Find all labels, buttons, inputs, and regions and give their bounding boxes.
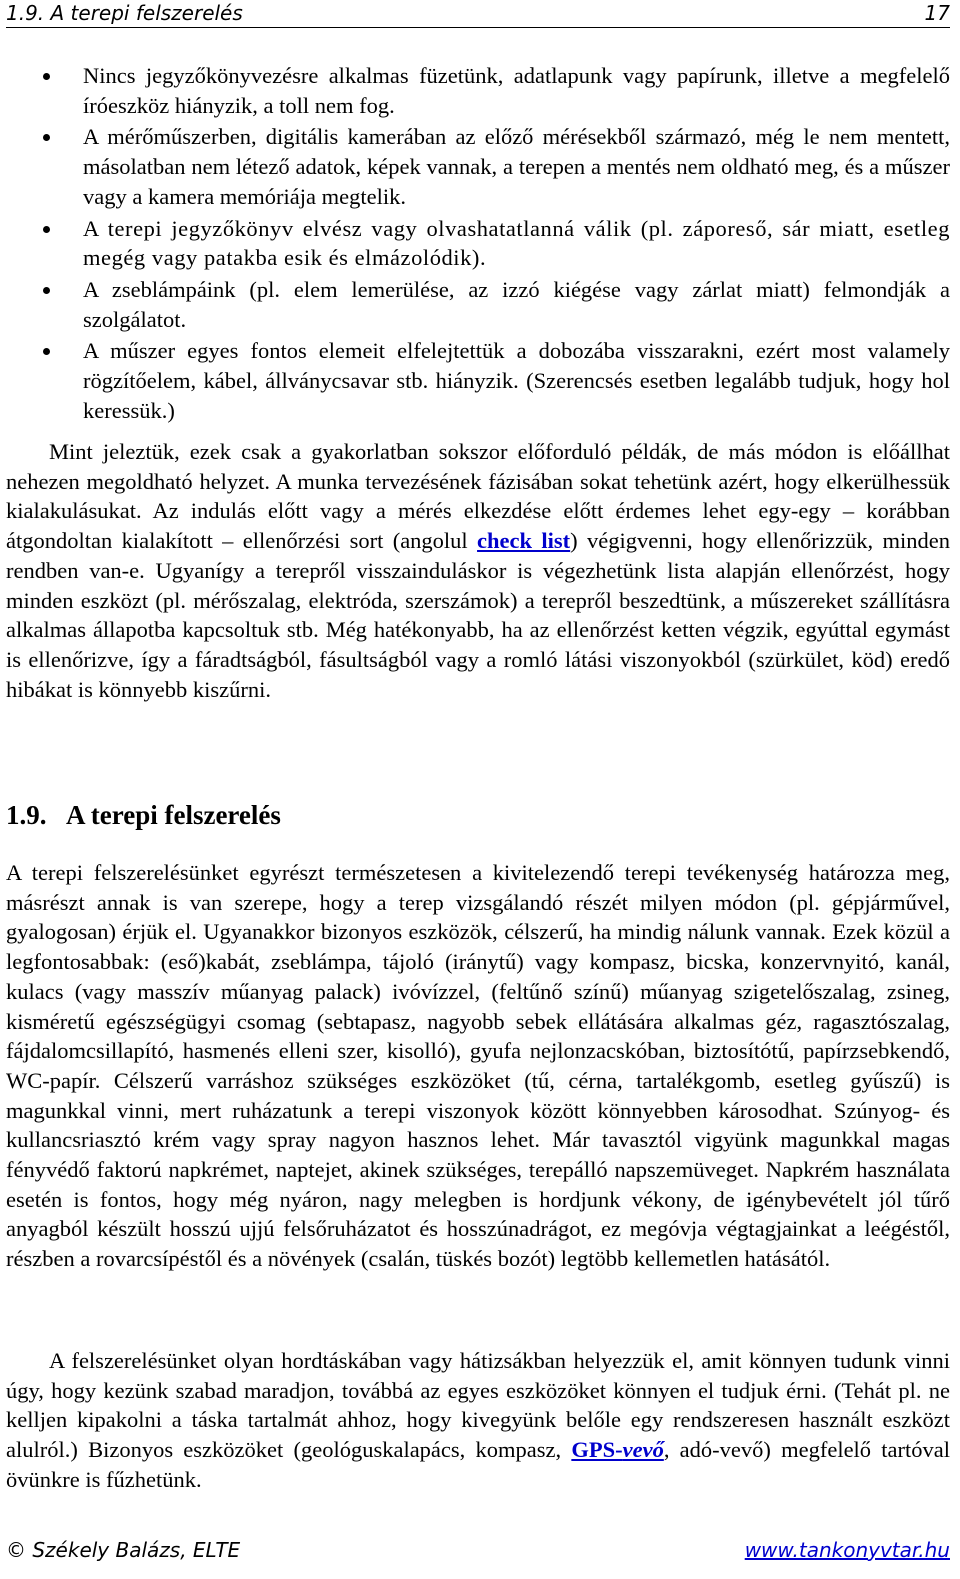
footer-website-link[interactable]: www.tankonyvtar.hu <box>744 1538 950 1562</box>
bullet-icon <box>43 73 50 80</box>
bullet-icon <box>43 287 50 294</box>
list-item: A műszer egyes fontos elemeit elfelejtettük a dobozába visszarakni, ezért most valamely rögzítőelem, kábel, állványcsavar stb. hiányzik. (Szerencsés esetben legalább tudjuk, hogy hol keressük.) <box>6 336 950 425</box>
list-item: A terepi jegyzőkönyv elvész vagy olvashatatlanná válik (pl. záporeső, sár miatt, esetleg megég vagy patakba esik és elmázolódik). <box>6 214 950 273</box>
page-footer <box>6 1535 950 1565</box>
problem-list <box>6 61 950 427</box>
gps-receiver-link[interactable]: GPS-vevő <box>571 1437 664 1463</box>
paragraph-bag: A felszerelésünket olyan hordtáskában vagy hátizsákban helyezzük el, amit könnyen tudunk vinni úgy, hogy kezünk szabad maradjon, továbbá az egyes eszközöket könnyen el tudjuk érni. (Tehát pl. ne kelljen kipakolni a táska tartalmát ahhoz, hogy kivegyünk belőle egy rendszeresen használt eszközt alulról.) Bizonyos eszközöket (geológuskalapács, kompasz, GPS-vevő, adó-vevő) megfelelő tartóval övünkre is fűzhetünk. <box>6 1348 950 1492</box>
list-item: A zseblámpáink (pl. elem lemerülése, az izzó kiégése vagy zárlat miatt) felmondják a szolgálatot. <box>6 275 950 334</box>
paragraph-checklist: Mint jeleztük, ezek csak a gyakorlatban sokszor előforduló példák, de más módon is előállhat nehezen megoldható helyzet. A munka tervezésének fázisában sokat tehetünk azért, hogy elkerülhessük kialakulásukat. Az indulás előtt vagy a mérés elkezdése előtt érdemes lehet egy-egy – korábban átgondoltan kialakított – ellenőrzési sort (angolul check list) végigvenni, hogy ellenőrizzük, minden rendben van-e. Ugyanígy a terepről visszainduláskor is végezhetünk lista alapján ellenőrzést, hogy minden eszközt (pl. mérőszalag, elektróda, szerszámok) a terepről beszedtünk, a műszereket szállításra alkalmas állapotba kapcsoltuk stb. Még hatékonyabb, ha az ellenőrzést ketten végzik, egyúttal egymást is ellenőrizve, így a fáradtságból, fásultságból vagy a romló látási viszonyokból (szürkület, köd) eredő hibákat is könnyebb kiszűrni. <box>6 439 950 702</box>
paragraph-equipment: A terepi felszerelésünket egyrészt természetesen a kivitelezendő terepi tevékenység határozza meg, másrészt annak is van szerepe, hogy a terep vizsgálandó részét milyen módon (pl. gépjárművel, gyalogosan) érjük el. Ugyanakkor bizonyos eszközök, célszerű, ha mindig nálunk vannak. Ezek közül a legfontosabbak: (eső)kabát, zseblámpa, tájoló (iránytű) vagy kompasz, bicska, konzervnyitó, kanál, kulacs (vagy masszív műanyag palack) ivóvízzel, (feltűnő színű) műanyag szigetelőszalag, zsineg, kisméretű egészségügyi csomag (sebtapasz, nagyobb sebek ellátására alkalmas géz, ragasztószalag, fájdalomcsillapító, hasmenés elleni szer, kisolló), gyufa nejlonzacskóban, biztosítótű, papírzsebkendő, WC-papír. Célszerű varráshoz szükséges eszközöket (tű, cérna, tartalékgomb, esetleg gyűszű) is magunkkal vinni, mert ruházatunk a terepi viszonyok között könnyebben károsodhat. Szúnyog- és kullancsriasztó krém vagy spray nagyon hasznos lehet. Már tavasztól vigyünk magunkkal magas fényvédő faktorú napkrémet, naptejet, akinek szükséges, terepálló napszemüveget. Napkrém használata esetén is fontos, hogy még nyáron, nagy melegben is hordjunk vékony, de igénybevételt jól tűrő anyagból készült hosszú ujjú felsőruházatot és hosszúnadrágot, ez megóvja végtagjainkat a leégéstől, részben a rovarcsípéstől és a növények (csalán, tüskés bozót) legtöbb kellemetlen hatásától. <box>6 860 950 1272</box>
section-number: 1.9. <box>6 800 47 830</box>
running-header <box>6 1 950 28</box>
footer-author: © Székely Balázs, ELTE <box>6 1538 241 1562</box>
check-list-link[interactable]: check list <box>477 528 571 554</box>
list-item: A mérőműszerben, digitális kamerában az előző mérésekből származó, még le nem mentett, másolatban nem létező adatok, képek vannak, a terepen a mentés nem oldható meg, és a műszer vagy a kamera memóriája megtelik. <box>6 122 950 211</box>
section-heading <box>6 797 281 833</box>
list-item: Nincs jegyzőkönyvezésre alkalmas füzetünk, adatlapunk vagy papírunk, illetve a megfelelő íróeszköz hiányzik, a toll nem fog. <box>6 61 950 120</box>
bullet-icon <box>43 348 50 355</box>
section-title: A terepi felszerelés <box>66 800 281 830</box>
header-section-title: 1.9. A terepi felszerelés <box>6 1 243 25</box>
bullet-icon <box>43 134 50 141</box>
header-page-number: 17 <box>924 1 950 25</box>
bullet-icon <box>43 226 50 233</box>
